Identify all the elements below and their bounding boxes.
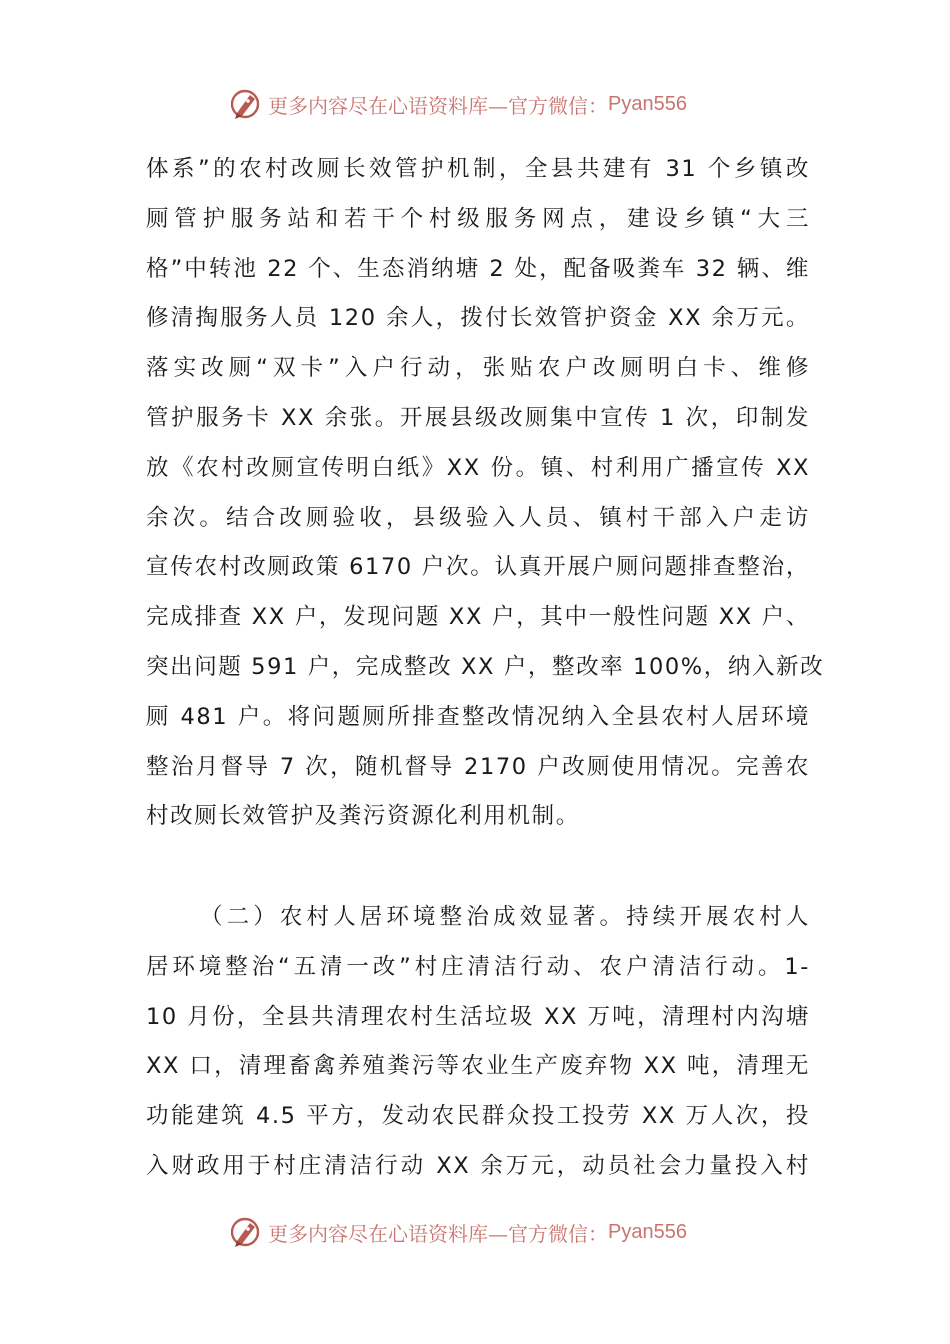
text-line: 厕管护服务站和若干个村级服务网点，建设乡镇“大三	[146, 205, 810, 232]
paragraph-2	[146, 893, 810, 1192]
watermark-text: 更多内容尽在心语资料库—官方微信：	[268, 93, 608, 118]
section-heading-line: （二）农村人居环境整治成效显著。持续开展农村人	[200, 904, 810, 930]
text-line: 放《农村改厕宣传明白纸》XX 份。镇、村利用广播宣传 XX	[146, 454, 810, 481]
paragraph-1	[146, 145, 825, 842]
footer-watermark	[228, 1214, 687, 1250]
watermark-text: 更多内容尽在心语资料库—官方微信：	[268, 1221, 608, 1246]
text-line: 余次。结合改厕验收，县级验入人员、镇村干部入户走访	[146, 504, 810, 531]
watermark-wechat-id: Pyan556	[608, 1220, 687, 1243]
text-line: 完成排查 XX 户，发现问题 XX 户，其中一般性问题 XX 户、	[146, 604, 810, 631]
text-line: 入财政用于村庄清洁行动 XX 余万元，动员社会力量投入村	[146, 1152, 810, 1179]
text-line: 整治月督导 7 次，随机督导 2170 户改厕使用情况。完善农	[146, 753, 810, 780]
text-line: 落实改厕“双卡”入户行动，张贴农户改厕明白卡、维修	[146, 355, 810, 382]
text-line: 功能建筑 4.5 平方，发动农民群众投工投劳 XX 万人次，投	[146, 1103, 810, 1130]
text-line: 体系”的农村改厕长效管护机制，全县共建有 31 个乡镇改	[146, 156, 810, 182]
text-line: 厕 481 户。将问题厕所排查整改情况纳入全县农村人居环境	[146, 703, 810, 730]
pen-nib-logo-icon	[228, 1214, 264, 1250]
text-line: 居环境整治“五清一改”村庄清洁行动、农户清洁行动。1-	[146, 953, 810, 980]
text-line: 管护服务卡 XX 余张。开展县级改厕集中宣传 1 次，印制发	[146, 404, 810, 431]
text-line: 10 月份，全县共清理农村生活垃圾 XX 万吨，清理村内沟塘	[146, 1003, 810, 1030]
text-line: XX 口，清理畜禽养殖粪污等农业生产废弃物 XX 吨，清理无	[146, 1053, 810, 1080]
text-line: 修清掏服务人员 120 余人，拨付长效管护资金 XX 余万元。	[146, 305, 810, 332]
text-line: 村改厕长效管护及粪污资源化利用机制。	[146, 803, 580, 830]
header-watermark	[228, 86, 687, 122]
text-line: 突出问题 591 户，完成整改 XX 户，整改率 100%，纳入新改	[146, 653, 825, 680]
text-line: 格”中转池 22 个、生态消纳塘 2 处，配备吸粪车 32 辆、维	[146, 255, 810, 282]
text-line: 宣传农村改厕政策 6170 户次。认真开展户厕问题排查整治，	[146, 554, 810, 581]
watermark-wechat-id: Pyan556	[608, 92, 687, 115]
pen-nib-logo-icon	[228, 86, 264, 122]
